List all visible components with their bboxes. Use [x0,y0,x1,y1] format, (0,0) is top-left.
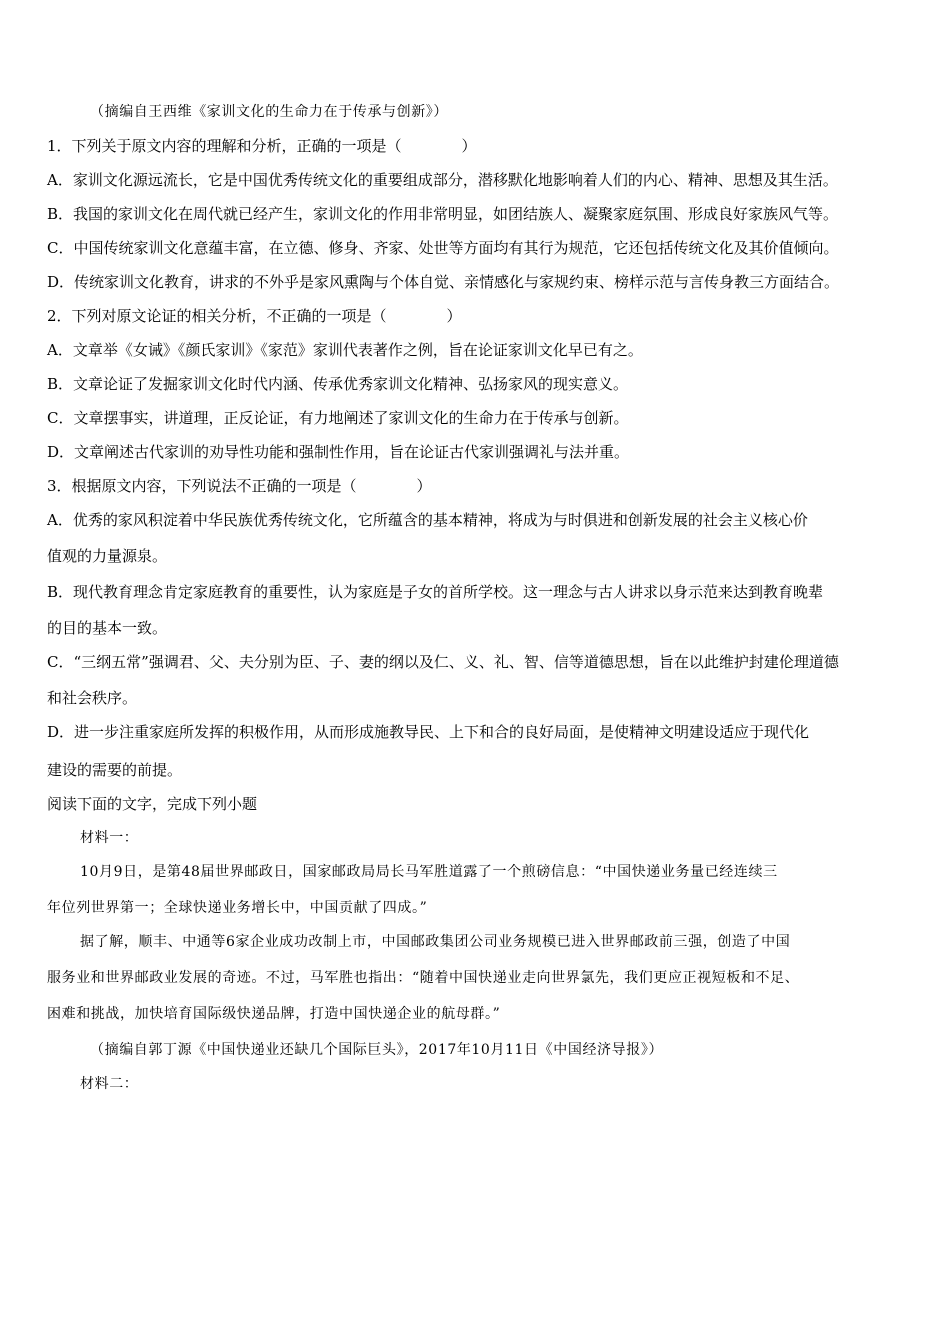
question-3-option-b-line-2: 的目的基本一致。 [47,619,168,637]
reading-instruction: 阅读下面的文字，完成下列小题 [47,795,258,813]
question-1-option-c: C．中国传统家训文化意蕴丰富，在立德、修身、齐家、处世等方面均有其行为规范，它还包括传统文化及其价值倾向。 [47,239,839,257]
question-1-option-d: D．传统家训文化教育，讲求的不外乎是家风熏陶与个体自觉、亲情感化与家规约束、榜样示范与言传身教三方面结合。 [47,273,840,291]
question-3-stem: 3．根据原文内容，下列说法不正确的一项是（ ） [47,477,432,495]
question-2-option-b: B．文章论证了发掘家训文化时代内涵、传承优秀家训文化精神、弘扬家风的现实意义。 [47,375,629,393]
material-1-para-2-line-2: 服务业和世界邮政业发展的奇迹。不过，马军胜也指出：“随着中国快递业走向世界氯先，我们更应正视短板和不足、 [47,970,800,986]
question-3-option-b-line-1: B．现代教育理念肯定家庭教育的重要性，认为家庭是子女的首所学校。这一理念与古人讲求以身示范来达到教育晚辈 [47,583,824,601]
question-3-option-c-line-2: 和社会秩序。 [47,689,138,707]
question-3-option-a-line-1: A．优秀的家风积淀着中华民族优秀传统文化，它所蕴含的基本精神，将成为与时俱进和创新发展的社会主义核心价 [47,511,808,529]
question-2-option-a: A．文章举《女诫》《颜氏家训》《家范》家训代表著作之例，旨在论证家训文化早已有之。 [47,341,643,359]
material-1-para-2-line-1: 据了解，顺丰、中通等6家企业成功改制上市，中国邮政集团公司业务规模已进入世界邮政前三强，创造了中国 [80,934,791,950]
question-3-option-c-line-1: C．“三纲五常”强调君、父、夫分别为臣、子、妻的纲以及仁、义、礼、智、信等道德思想，旨在以此维护封建伦理道德 [47,653,839,671]
material-1-para-1-line-2: 年位列世界第一；全球快递业务增长中，中国贡献了四成。” [47,900,428,916]
source-citation-1: （摘编自王西维《家训文化的生命力在于传承与创新》） [90,104,448,120]
question-3-option-a-line-2: 值观的力量源泉。 [47,547,168,565]
question-1-option-a: A．家训文化源远流长，它是中国优秀传统文化的重要组成部分，潜移默化地影响着人们的内心、精神、思想及其生活。 [47,171,838,189]
question-3-option-d-line-1: D．进一步注重家庭所发挥的积极作用，从而形成施教导民、上下和合的良好局面，是使精神文明建设适应于现代化 [47,723,810,741]
question-1-stem: 1．下列关于原文内容的理解和分析，正确的一项是（ ） [47,137,477,155]
question-1-option-b: B．我国的家训文化在周代就已经产生，家训文化的作用非常明显，如团结族人、凝聚家庭氛围、形成良好家族风气等。 [47,205,839,223]
material-1-heading: 材料一： [80,830,139,846]
source-citation-2: （摘编自郭丁源《中国快递业还缺几个国际巨头》，2017年10月11日《中国经济导报》） [90,1042,664,1058]
material-2-heading: 材料二： [80,1076,139,1092]
material-1-para-1-line-1: 10月9日，是第48届世界邮政日，国家邮政局局长马军胜道露了一个煎磅信息：“中国快递业务量已经连续三 [80,864,778,880]
question-2-stem: 2．下列对原文论证的相关分析，不正确的一项是（ ） [47,307,462,325]
material-1-para-2-line-3: 困难和挑战，加快培育国际级快递品牌，打造中国快递企业的航母群。” [47,1006,501,1022]
question-2-option-c: C．文章摆事实，讲道理，正反论证，有力地阐述了家训文化的生命力在于传承与创新。 [47,409,629,427]
question-2-option-d: D．文章阐述古代家训的劝导性功能和强制性作用，旨在论证古代家训强调礼与法并重。 [47,443,630,461]
question-3-option-d-line-2: 建设的需要的前提。 [47,761,183,779]
